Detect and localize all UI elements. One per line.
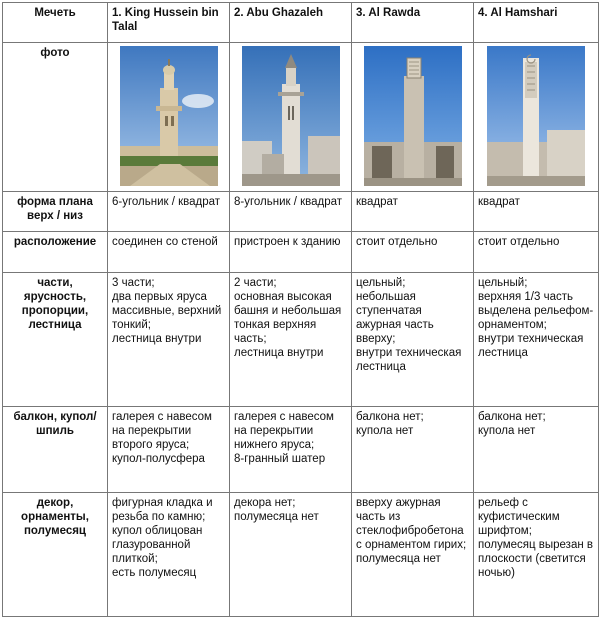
cell-balcony-2: галерея с навесом на перекрытии нижнего яруса; 8-гранный шатер (230, 407, 352, 493)
cell-parts-3: цельный; небольшая ступенчатая ажурная часть вверху; внутри техническая лестница (352, 273, 474, 407)
mosque-1-photo (120, 46, 218, 186)
mosque-3-header: 3. Al Rawda (352, 3, 474, 43)
table-row (3, 407, 599, 493)
row-label-decor: декор, орнаменты, полумесяц (3, 493, 108, 617)
mosque-1-header: 1. King Hussein bin Talal (108, 3, 230, 43)
cell-plan-3: квадрат (352, 192, 474, 232)
cell-decor-4: рельеф с куфистическим шрифтом; полумесяц вырезан в плоскости (светится ночью) (474, 493, 599, 617)
row-label-location: расположение (3, 232, 108, 273)
header-row (3, 3, 599, 43)
photo-cell-4 (474, 43, 599, 192)
row-label-parts: части, ярусность, пропорции, лестница (3, 273, 108, 407)
row-label-plan: форма плана верх / низ (3, 192, 108, 232)
cell-decor-1: фигурная кладка и резьба по камню; купол облицован глазурованной плиткой; есть полумесяц (108, 493, 230, 617)
mosque-4-photo (487, 46, 585, 186)
cell-plan-4: квадрат (474, 192, 599, 232)
cell-parts-4: цельный; верхняя 1/3 часть выделена рельефом-орнаментом; внутри техническая лестница (474, 273, 599, 407)
cell-balcony-3: балкона нет; купола нет (352, 407, 474, 493)
photo-row-label: фото (3, 43, 108, 192)
cell-plan-1: 6-угольник / квадрат (108, 192, 230, 232)
mosque-2-header: 2. Abu Ghazaleh (230, 3, 352, 43)
cell-location-4: стоит отдельно (474, 232, 599, 273)
cell-location-2: пристроен к зданию (230, 232, 352, 273)
cell-decor-3: вверху ажурная часть из стеклофибробетона с орнаментом гирих; полумесяца нет (352, 493, 474, 617)
mosque-4-header: 4. Al Hamshari (474, 3, 599, 43)
cell-decor-2: декора нет; полумесяца нет (230, 493, 352, 617)
table-row (3, 493, 599, 617)
cell-balcony-1: галерея с навесом на перекрытии второго яруса; купол-полусфера (108, 407, 230, 493)
corner-header: Мечеть (3, 3, 108, 43)
photo-cell-2 (230, 43, 352, 192)
photo-cell-3 (352, 43, 474, 192)
mosque-2-photo (242, 46, 340, 186)
cell-plan-2: 8-угольник / квадрат (230, 192, 352, 232)
row-label-balcony: балкон, купол/шпиль (3, 407, 108, 493)
table-row (3, 192, 599, 232)
photo-row (3, 43, 599, 192)
cell-balcony-4: балкона нет; купола нет (474, 407, 599, 493)
mosque-3-photo (364, 46, 462, 186)
table-row (3, 273, 599, 407)
mosque-comparison-table (2, 2, 599, 617)
photo-cell-1 (108, 43, 230, 192)
cell-parts-1: 3 части; два первых яруса массивные, верхний тонкий; лестница внутри (108, 273, 230, 407)
cell-parts-2: 2 части; основная высокая башня и небольшая тонкая верхняя часть; лестница внутри (230, 273, 352, 407)
cell-location-3: стоит отдельно (352, 232, 474, 273)
cell-location-1: соединен со стеной (108, 232, 230, 273)
table-row (3, 232, 599, 273)
